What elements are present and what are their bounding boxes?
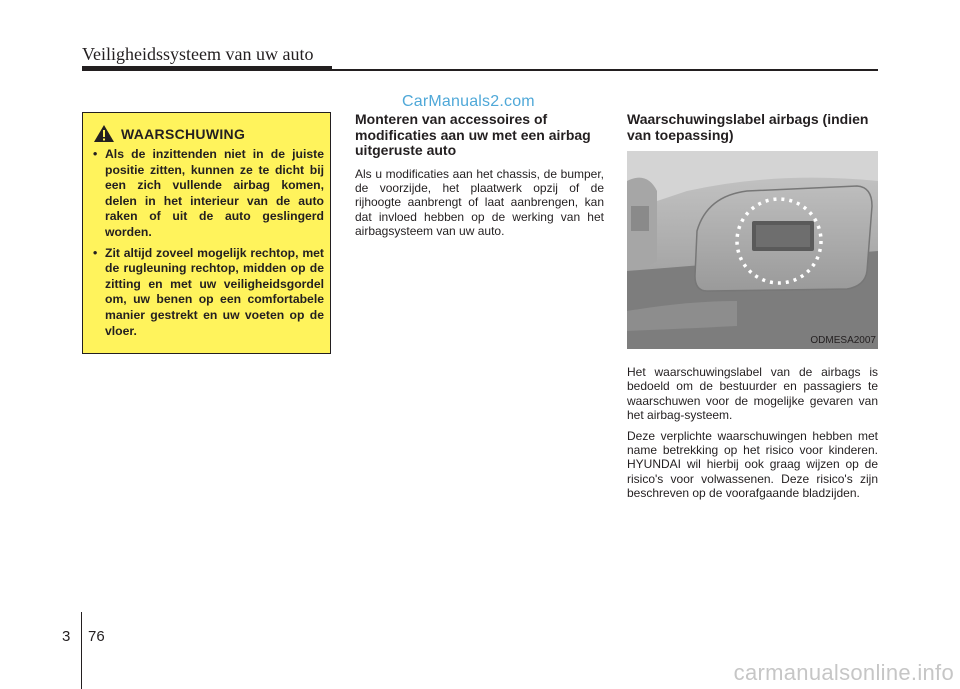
- section-modifications: [355, 112, 604, 239]
- warning-list: [91, 147, 324, 344]
- footer-watermark: carmanualsonline.info: [733, 660, 954, 685]
- page-header-title: Veiligheidssysteem van uw auto: [82, 44, 314, 64]
- section-body: Als u modificaties aan het chassis, de bumper, de voorzijde, het plaatwerk opzij of de rijhoogte aanbrengt of laat aanbrengen, kan dat invloed hebben op de werking van het airbagsysteem van uw auto.: [355, 166, 604, 239]
- section-title: Waarschuwingslabel airbags (indien van toepassing): [627, 111, 869, 143]
- warning-item: • Als de inzittenden niet in de juiste positie zitten, kunnen ze te dicht bij een zich vullende airbag komen, delen in het interieur van de auto raken of uit de auto geslingerd worden.: [91, 147, 324, 241]
- warning-header: [93, 124, 245, 143]
- section-title: Monteren van accessoires of modificaties aan uw met een airbag uitgeruste auto: [355, 111, 591, 158]
- page-number: 76: [88, 628, 105, 645]
- header-rule-thick: [82, 66, 332, 71]
- section-paragraph: Het waarschuwingslabel van de airbags is bedoeld om de bestuurder en passagiers te waarschuwen voor de mogelijke gevaren van het airbag-systeem.: [627, 365, 878, 423]
- warning-triangle-icon: [93, 124, 115, 143]
- warning-item: • Zit altijd zoveel mogelijk rechtop, met de rugleuning rechtop, midden op de zitting en met uw veiligheidsgordel om, uw benen op een comfortabele manier gestrekt en uw voeten op de vloer.: [91, 246, 324, 340]
- header-rule-thin: [332, 69, 878, 71]
- warning-box: [82, 112, 331, 354]
- page-number-divider: [81, 612, 82, 689]
- section-paragraph: Deze verplichte waarschuwingen hebben met name betrekking op het risico voor kinderen. HYUNDAI wil hierbij ook graag wijzen op de risico's voor volwassenen. Deze risico's zijn beschreven op de voorafgaande bladzijden.: [627, 428, 878, 501]
- warning-title: WAARSCHUWING: [121, 125, 246, 142]
- watermark-link[interactable]: CarManuals2.com: [402, 93, 535, 110]
- section-airbag-label: [627, 112, 878, 143]
- sun-visor-photo: [627, 151, 878, 349]
- section-airbag-label-body: [627, 357, 878, 501]
- page-section-number: 3: [62, 628, 71, 645]
- photo-code: ODMESA2007: [810, 335, 876, 346]
